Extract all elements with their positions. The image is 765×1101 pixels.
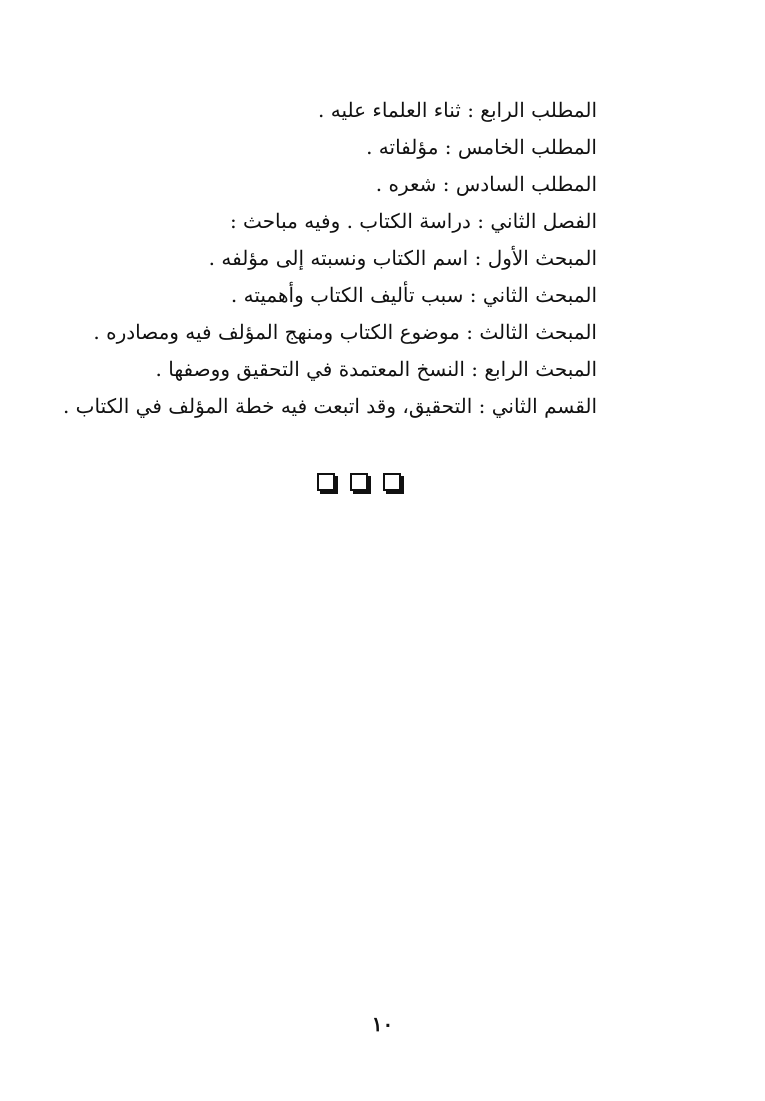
toc-line-chapter4-praise: المطلب الرابع : ثناء العلماء عليه .	[318, 98, 597, 122]
section-divider-ornament	[317, 470, 401, 494]
toc-line-section2-study: الفصل الثاني : دراسة الكتاب . وفيه مباحث :	[229, 209, 597, 233]
toc-line-topic2-reason: المبحث الثاني : سبب تأليف الكتاب وأهميته .	[230, 283, 597, 307]
page-number: ١٠	[371, 1012, 394, 1036]
toc-line-topic3-subject: المبحث الثالث : موضوع الكتاب ومنهج المؤلف فيه ومصادره .	[93, 320, 597, 344]
table-of-contents	[62, 92, 597, 425]
shadowed-box-icon	[350, 473, 368, 491]
shadowed-box-icon	[317, 473, 335, 491]
toc-line-topic1-title: المبحث الأول : اسم الكتاب ونسبته إلى مؤلفه .	[208, 246, 597, 270]
toc-line-chapter6-poetry: المطلب السادس : شعره .	[375, 172, 597, 196]
toc-line-part2-edition: القسم الثاني : التحقيق، وقد اتبعت فيه خطة المؤلف في الكتاب .	[62, 394, 597, 418]
toc-line-chapter5-works: المطلب الخامس : مؤلفاته .	[366, 135, 597, 159]
toc-line-topic4-manuscripts: المبحث الرابع : النسخ المعتمدة في التحقيق ووصفها .	[155, 357, 597, 381]
shadowed-box-icon	[383, 473, 401, 491]
